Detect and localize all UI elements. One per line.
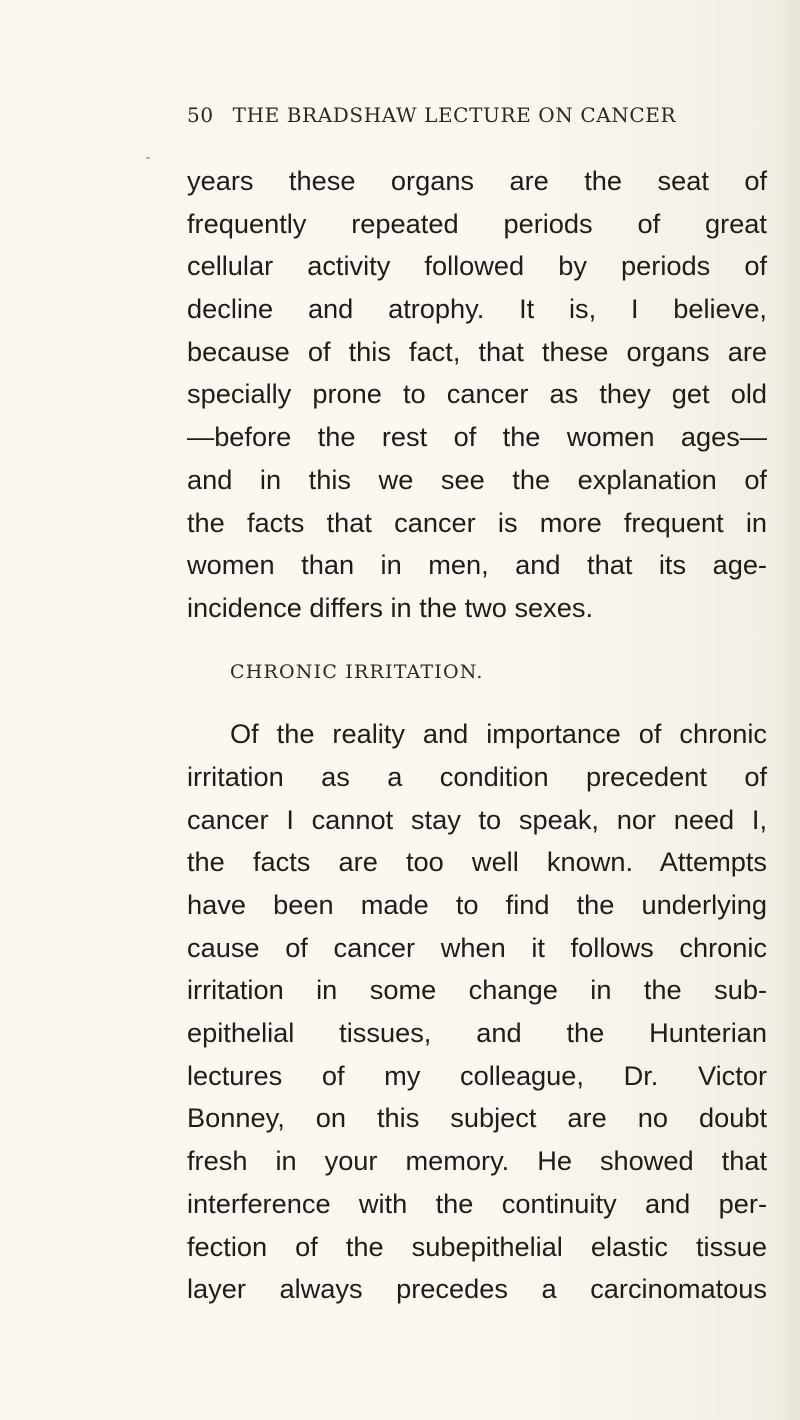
text-line: years these organs are the seat of bbox=[187, 165, 767, 196]
text-line: incidence differs in the two sexes. bbox=[187, 591, 594, 623]
text-line: —before the rest of the women ages— bbox=[187, 421, 767, 453]
text-line: Bonney, on this subject are no doubt bbox=[187, 1102, 767, 1134]
text-line: Of the reality and importance of chronic bbox=[230, 718, 767, 750]
text-line: cause of cancer when it follows chronic bbox=[187, 931, 767, 963]
text-line: cancer I cannot stay to speak, nor need I, bbox=[187, 803, 767, 835]
text-line: fection of the subepithelial elastic tissue bbox=[187, 1230, 767, 1262]
running-title: THE BRADSHAW LECTURE ON CANCER bbox=[232, 103, 677, 127]
text-line: cellular activity followed by periods of bbox=[187, 250, 767, 282]
text-line: epithelial tissues, and the Hunterian bbox=[187, 1017, 767, 1049]
text-line: and in this we see the explanation of bbox=[187, 463, 767, 495]
text-line: interference with the continuity and per- bbox=[187, 1187, 767, 1219]
paragraph bbox=[187, 160, 767, 630]
text-line: layer always precedes a carcinomatous bbox=[187, 1273, 767, 1305]
text-line: decline and atrophy. It is, I believe, bbox=[187, 293, 767, 325]
text-line: lectures of my colleague, Dr. Victor bbox=[187, 1059, 767, 1091]
text-line: the facts are too well known. Attempts bbox=[187, 846, 767, 878]
text-line: irritation in some change in the sub- bbox=[187, 974, 767, 1006]
text-line: because of this fact, that these organs are bbox=[187, 335, 767, 367]
text-line: specially prone to cancer as they get old bbox=[187, 378, 767, 410]
text-line: fresh in your memory. He showed that bbox=[187, 1145, 767, 1177]
section-heading: CHRONIC IRRITATION. bbox=[230, 660, 484, 683]
text-line: frequently repeated periods of great bbox=[187, 207, 767, 239]
text-line: women than in men, and that its age- bbox=[187, 549, 767, 581]
text-line: irritation as a condition precedent of bbox=[187, 760, 767, 792]
text-line: have been made to find the underlying bbox=[187, 889, 767, 920]
text-line: the facts that cancer is more frequent in bbox=[187, 506, 767, 538]
running-header bbox=[187, 103, 747, 127]
paragraph bbox=[187, 713, 767, 1311]
page-number: 50 bbox=[187, 103, 214, 127]
ink-mark bbox=[146, 157, 150, 159]
page-body bbox=[187, 160, 767, 1311]
